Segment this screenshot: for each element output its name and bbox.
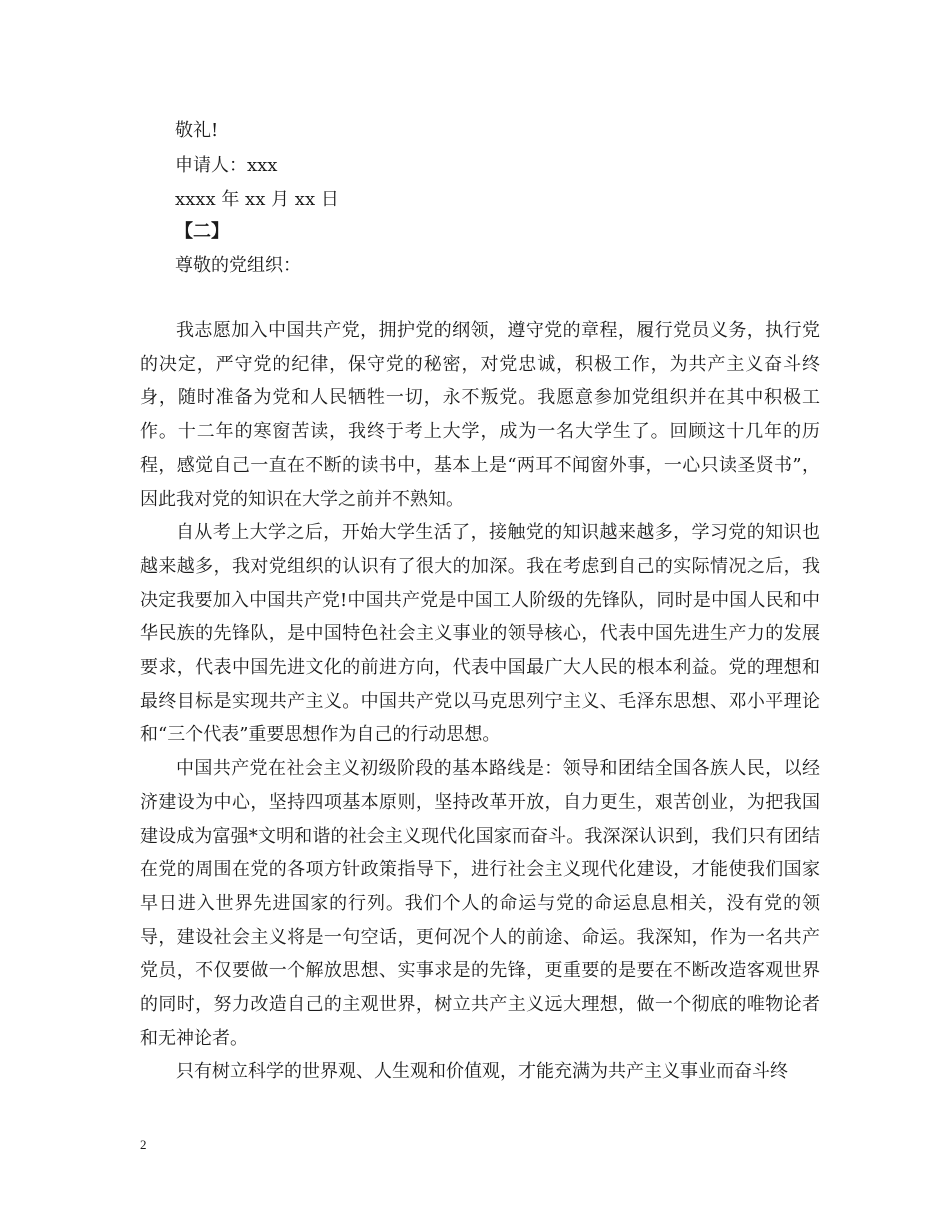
paragraph-3: 中国共产党在社会主义初级阶段的基本路线是：领导和团结全国各族人民，以经济建设为中心，坚持四项基本原则，坚持改革开放，自力更生，艰苦创业，为把我国建设成为富强*文明和谐的社会主义现代化国家而奋斗。我深深认识到，我们只有团结在党的周围在党的各项方针政策指导下，进行社会主义现代化建设，才能使我们国家早日进入世界先进国家的行列。我们个人的命运与党的命运息息相关，没有党的领导，建设社会主义将是一句空话，更何况个人的前途、命运。我深知，作为一名共产党员，不仅要做一个解放思想、实事求是的先锋，更重要的是要在不断改造客观世界的同时，努力改造自己的主观世界，树立共产主义远大理想，做一个彻底的唯物论者和无神论者。 [140, 758, 820, 1049]
applicant-line: 申请人：xxx [175, 155, 278, 176]
letter-body [140, 314, 820, 1089]
paragraph-1: 我志愿加入中国共产党，拥护党的纲领，遵守党的章程，履行党员义务，执行党的决定，严守党的纪律，保守党的秘密，对党忠诚，积极工作，为共产主义奋斗终身，随时准备为党和人民牺牲一切，永不叛党。我愿意参加党组织并在其中积极工作。十二年的寒窗苦读，我终于考上大学，成为一名大学生了。回顾这十几年的历程，感觉自己一直在不断的读书中，基本上是“两耳不闻窗外事，一心只读圣贤书”，因此我对党的知识在大学之前并不熟知。 [140, 320, 820, 510]
paragraph-2: 自从考上大学之后，开始大学生活了，接触党的知识越来越多，学习党的知识也越来越多，我对党组织的认识有了很大的加深。我在考虑到自己的实际情况之后，我决定我要加入中国共产党!中国共产党是中国工人阶级的先锋队，同时是中国人民和中华民族的先锋队，是中国特色社会主义事业的领导核心，代表中国先进生产力的发展要求，代表中国先进文化的前进方向，代表中国最广大人民的根本利益。党的理想和最终目标是实现共产主义。中国共产党以马克思列宁主义、毛泽东思想、邓小平理论和“三个代表”重要思想作为自己的行动思想。 [140, 522, 820, 746]
closing-line: 敬礼! [175, 120, 219, 141]
salutation-line: 尊敬的党组织： [175, 255, 301, 276]
section-heading: 【二】 [175, 221, 229, 242]
date-line: xxxx 年 xx 月 xx 日 [175, 189, 339, 210]
page-number: 2 [140, 1137, 147, 1152]
paragraph-4: 只有树立科学的世界观、人生观和价值观，才能充满为共产主义事业而奋斗终 [176, 1061, 788, 1083]
